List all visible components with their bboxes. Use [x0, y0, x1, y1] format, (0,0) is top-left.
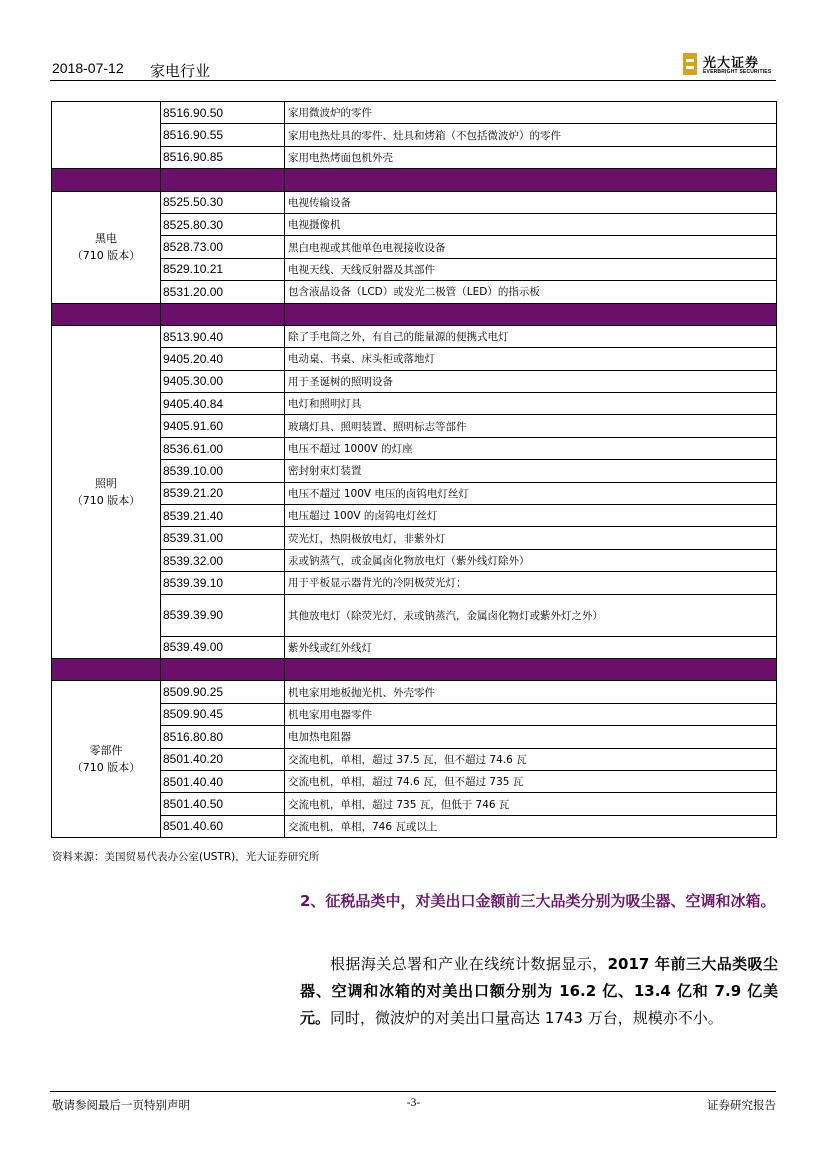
table-row	[52, 191, 777, 213]
footer-report-type: 证券研究报告	[707, 1098, 776, 1112]
table-row	[52, 258, 777, 280]
table-row	[52, 636, 777, 658]
separator-cell	[52, 658, 161, 680]
description-cell: 黑白电视或其他单色电视接收设备	[285, 236, 777, 258]
table-row	[52, 437, 777, 459]
paragraph-rest: 同时，微波炉的对美出口量高达 1743 万台，规模亦不小。	[330, 1009, 723, 1027]
logo-text-en: EVERBRIGHT SECURITIES	[703, 69, 772, 75]
table-row	[52, 505, 777, 527]
table-row	[52, 124, 777, 146]
tariff-code-table	[51, 101, 777, 838]
hts-code-cell: 8529.10.21	[161, 258, 285, 280]
description-cell: 电视天线、天线反射器及其部件	[285, 258, 777, 280]
hts-code-cell: 8513.90.40	[161, 325, 285, 347]
hts-code-cell: 8539.31.00	[161, 527, 285, 549]
hts-code-cell: 8528.73.00	[161, 236, 285, 258]
table-row	[52, 748, 777, 770]
hts-code-cell: 9405.20.40	[161, 348, 285, 370]
table-row	[52, 146, 777, 168]
description-cell: 包含液晶设备（LCD）或发光二极管（LED）的指示板	[285, 281, 777, 303]
hts-code-cell: 8539.21.20	[161, 482, 285, 504]
hts-code-cell: 8501.40.50	[161, 793, 285, 815]
table-row	[52, 325, 777, 347]
hts-code-cell: 8531.20.00	[161, 281, 285, 303]
description-cell: 玻璃灯具、照明装置、照明标志等部件	[285, 415, 777, 437]
footer-rule	[50, 1091, 776, 1092]
separator-cell	[285, 169, 777, 191]
group-separator	[52, 169, 777, 191]
table-row	[52, 594, 777, 636]
hts-code-cell: 8501.40.20	[161, 748, 285, 770]
paragraph-lead: 根据海关总署和产业在线统计数据显示，	[330, 955, 608, 973]
description-cell: 其他放电灯（除荧光灯，汞或钠蒸汽，金属卤化物灯或紫外灯之外）	[285, 594, 777, 636]
table-row	[52, 527, 777, 549]
separator-cell	[161, 303, 285, 325]
group-separator	[52, 658, 777, 680]
table-row	[52, 236, 777, 258]
hts-code-cell: 8525.50.30	[161, 191, 285, 213]
table-row	[52, 102, 777, 124]
description-cell: 密封射束灯装置	[285, 460, 777, 482]
body-paragraph	[300, 951, 778, 1032]
separator-cell	[161, 658, 285, 680]
description-cell: 电加热电阻器	[285, 726, 777, 748]
table-row	[52, 370, 777, 392]
source-note: 资料来源：美国贸易代表办公室(USTR)，光大证券研究所	[52, 851, 320, 863]
description-cell: 交流电机，单相，超过 74.6 瓦，但不超过 735 瓦	[285, 770, 777, 792]
hts-code-cell: 8516.90.50	[161, 102, 285, 124]
description-cell: 交流电机，单相，746 瓦或以上	[285, 815, 777, 837]
table-row	[52, 681, 777, 703]
table-row	[52, 703, 777, 725]
hts-code-cell: 8516.80.80	[161, 726, 285, 748]
hts-code-cell: 9405.30.00	[161, 370, 285, 392]
table-row	[52, 348, 777, 370]
description-cell: 家用电热灶具的零件、灶具和烤箱（不包括微波炉）的零件	[285, 124, 777, 146]
hts-code-cell: 8525.80.30	[161, 213, 285, 235]
description-cell: 荧光灯，热阴极放电灯，非紫外灯	[285, 527, 777, 549]
description-cell: 电视传输设备	[285, 191, 777, 213]
hts-code-cell: 8509.90.45	[161, 703, 285, 725]
hts-code-cell: 8539.10.00	[161, 460, 285, 482]
page-number: -3-	[406, 1097, 421, 1109]
table-row	[52, 770, 777, 792]
hts-code-cell: 9405.40.84	[161, 393, 285, 415]
hts-code-cell: 8539.39.90	[161, 594, 285, 636]
report-date: 2018-07-12	[52, 60, 124, 76]
hts-code-cell: 8516.90.85	[161, 146, 285, 168]
category-cell: 黑电 （710 版本）	[52, 191, 161, 303]
description-cell: 机电家用电器零件	[285, 703, 777, 725]
hts-code-cell: 8516.90.55	[161, 124, 285, 146]
description-cell: 电动桌、书桌、床头柜或落地灯	[285, 348, 777, 370]
description-cell: 电压不超过 100V 电压的卤钨电灯丝灯	[285, 482, 777, 504]
separator-cell	[285, 303, 777, 325]
industry-label: 家电行业	[150, 62, 211, 80]
separator-cell	[285, 658, 777, 680]
group-separator	[52, 303, 777, 325]
table-row	[52, 572, 777, 594]
table-row	[52, 793, 777, 815]
hts-code-cell: 8539.49.00	[161, 636, 285, 658]
header-rule	[50, 80, 776, 81]
paragraph-bold: 2017 年前三大品类吸尘器、空调和冰箱的对美出口额分别为 16.2 亿、13.4 亿和 7.9 亿美元。	[300, 955, 778, 1027]
category-cell	[52, 102, 161, 169]
description-cell: 机电家用地板抛光机、外壳零件	[285, 681, 777, 703]
table-row	[52, 213, 777, 235]
description-cell: 除了手电筒之外，有自己的能量源的便携式电灯	[285, 325, 777, 347]
table-row	[52, 815, 777, 837]
category-cell: 照明 （710 版本）	[52, 325, 161, 658]
description-cell: 紫外线或红外线灯	[285, 636, 777, 658]
table-row	[52, 549, 777, 571]
table-row	[52, 393, 777, 415]
hts-code-cell: 9405.91.60	[161, 415, 285, 437]
hts-code-cell: 8536.61.00	[161, 437, 285, 459]
table-row	[52, 482, 777, 504]
company-logo	[683, 51, 778, 77]
description-cell: 交流电机，单相，超过 37.5 瓦，但不超过 74.6 瓦	[285, 748, 777, 770]
logo-mark-icon	[683, 53, 697, 75]
description-cell: 电视摄像机	[285, 213, 777, 235]
separator-cell	[52, 169, 161, 191]
hts-code-cell: 8509.90.25	[161, 681, 285, 703]
separator-cell	[52, 303, 161, 325]
hts-code-cell: 8501.40.60	[161, 815, 285, 837]
footer-disclaimer: 敬请参阅最后一页特别声明	[52, 1098, 190, 1112]
hts-code-cell: 8501.40.40	[161, 770, 285, 792]
table-row	[52, 726, 777, 748]
hts-code-cell: 8539.21.40	[161, 505, 285, 527]
logo-text-cn: 光大证券	[703, 56, 760, 71]
description-cell: 电灯和照明灯具	[285, 393, 777, 415]
description-cell: 用于平板显示器背光的冷阴极荧光灯；	[285, 572, 777, 594]
table-row	[52, 281, 777, 303]
description-cell: 电压不超过 1000V 的灯座	[285, 437, 777, 459]
description-cell: 交流电机，单相，超过 735 瓦，但低于 746 瓦	[285, 793, 777, 815]
description-cell: 家用电热烤面包机外壳	[285, 146, 777, 168]
category-cell: 零部件 （710 版本）	[52, 681, 161, 838]
hts-code-cell: 8539.39.10	[161, 572, 285, 594]
description-cell: 汞或钠蒸气，或金属卤化物放电灯（紫外线灯除外）	[285, 549, 777, 571]
hts-code-cell: 8539.32.00	[161, 549, 285, 571]
separator-cell	[161, 169, 285, 191]
description-cell: 用于圣诞树的照明设备	[285, 370, 777, 392]
description-cell: 家用微波炉的零件	[285, 102, 777, 124]
section-heading: 2、征税品类中，对美出口金额前三大品类分别为吸尘器、空调和冰箱。	[300, 892, 776, 910]
description-cell: 电压超过 100V 的卤钨电灯丝灯	[285, 505, 777, 527]
table-row	[52, 460, 777, 482]
table-row	[52, 415, 777, 437]
